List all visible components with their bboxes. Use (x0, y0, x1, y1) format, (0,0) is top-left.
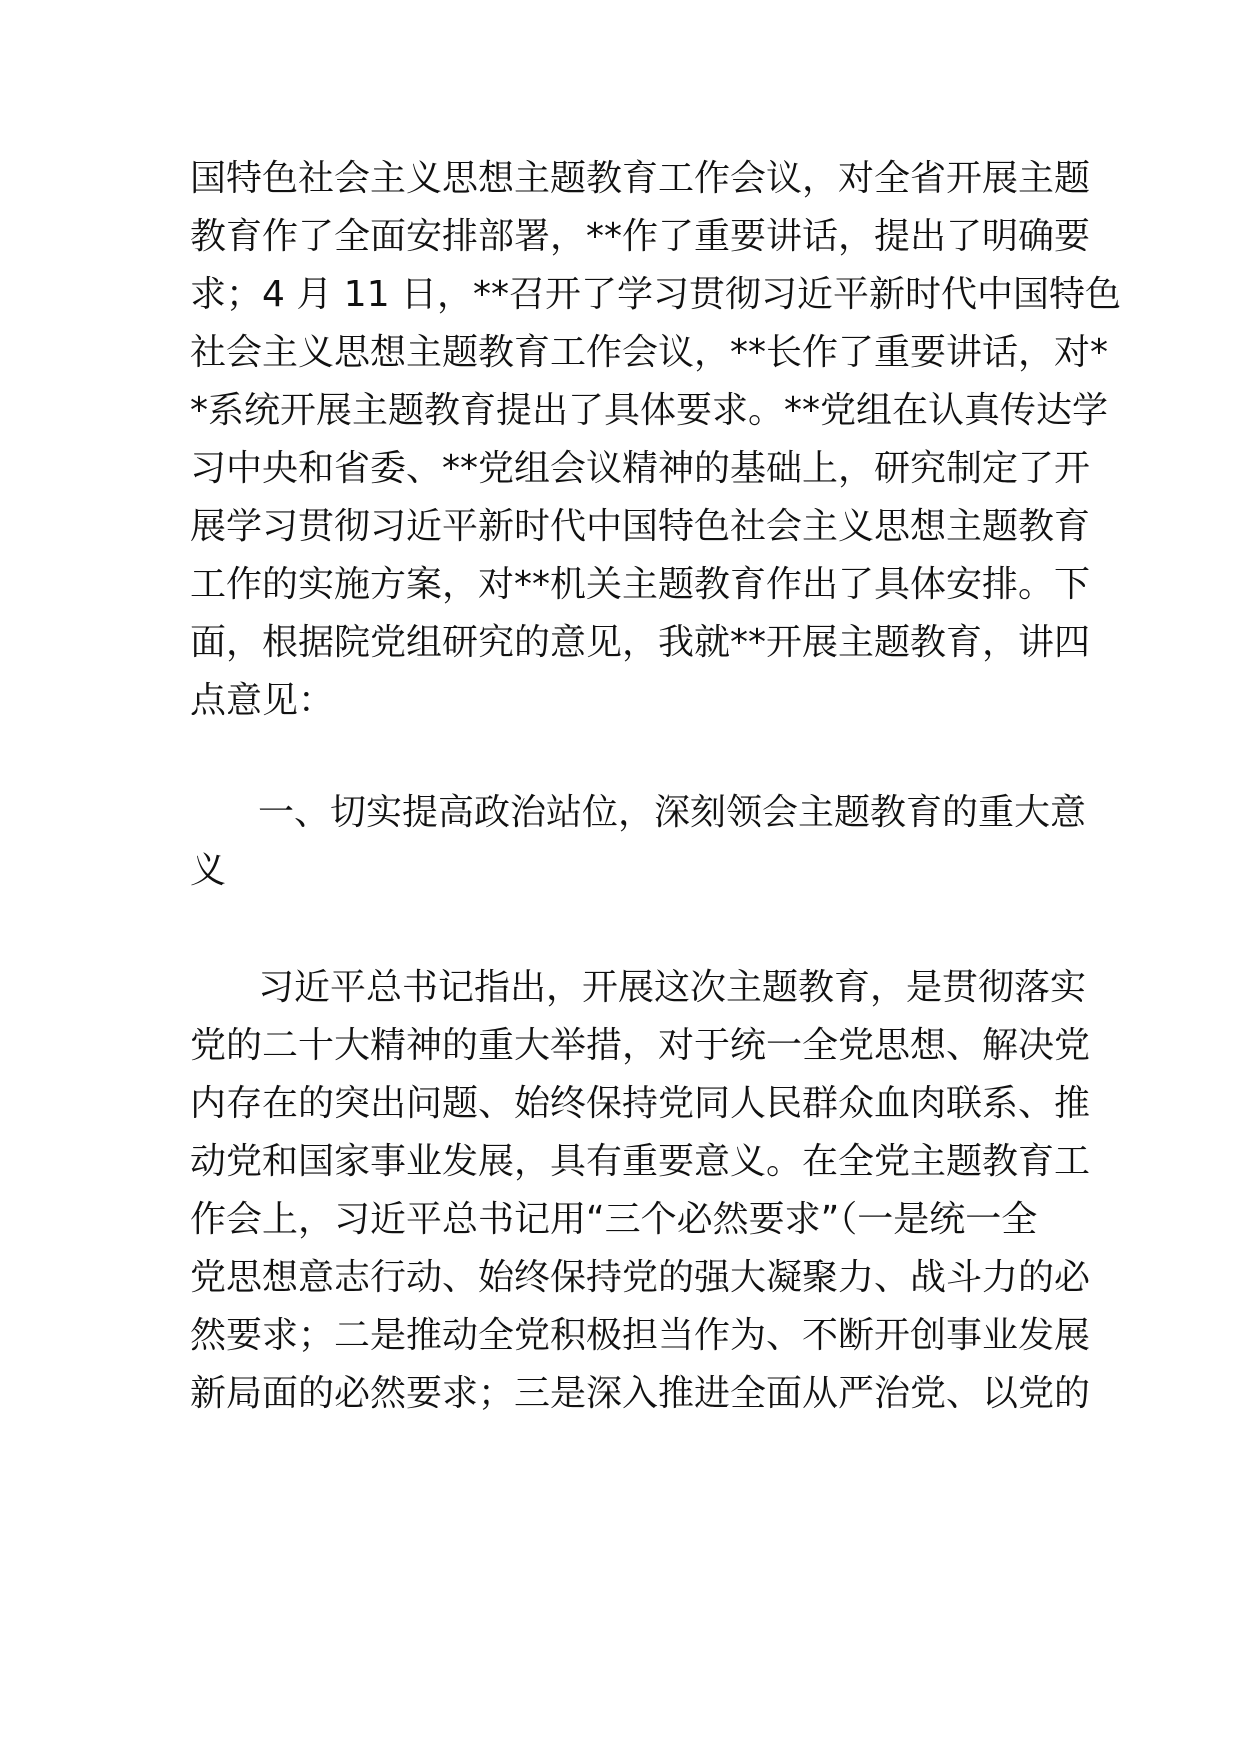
paragraph-1-line-6: 习中央和省委、**党组会议精神的基础上，研究制定了开 (190, 448, 1091, 489)
paragraph-1-line-8: 工作的实施方案，对**机关主题教育作出了具体安排。下 (190, 564, 1091, 605)
paragraph-1-line-3: 求；4 月 11 日，**召开了学习贯彻习近平新时代中国特色 (190, 274, 1122, 315)
paragraph-1-line-1: 国特色社会主义思想主题教育工作会议，对全省开展主题 (190, 158, 1091, 199)
paragraph-2-line-4: 动党和国家事业发展，具有重要意义。在全党主题教育工 (190, 1141, 1091, 1182)
paragraph-1-line-2: 教育作了全面安排部署，**作了重要讲话，提出了明确要 (190, 216, 1091, 257)
section-heading-1-line-2: 义 (190, 850, 227, 891)
paragraph-1-line-10: 点意见： (190, 680, 335, 721)
paragraph-2-line-5: 作会上，习近平总书记用“三个必然要求”（一是统一全 (190, 1199, 1038, 1240)
paragraph-2-line-2: 党的二十大精神的重大举措，对于统一全党思想、解决党 (190, 1025, 1091, 1066)
paragraph-2-line-3: 内存在的突出问题、始终保持党同人民群众血肉联系、推 (190, 1083, 1091, 1124)
paragraph-1-line-5: *系统开展主题教育提出了具体要求。**党组在认真传达学 (190, 390, 1109, 431)
paragraph-2-line-7: 然要求；二是推动全党积极担当作为、不断开创事业发展 (190, 1315, 1091, 1356)
paragraph-1-line-7: 展学习贯彻习近平新时代中国特色社会主义思想主题教育 (190, 506, 1091, 547)
paragraph-1-line-4: 社会主义思想主题教育工作会议，**长作了重要讲话，对* (190, 332, 1109, 373)
section-heading-1-line-1: 一、切实提高政治站位，深刻领会主题教育的重大意 (258, 792, 1087, 833)
paragraph-1-line-9: 面，根据院党组研究的意见，我就**开展主题教育，讲四 (190, 622, 1091, 663)
paragraph-2-line-6: 党思想意志行动、始终保持党的强大凝聚力、战斗力的必 (190, 1257, 1091, 1298)
paragraph-2-line-1: 习近平总书记指出，开展这次主题教育，是贯彻落实 (258, 967, 1087, 1008)
paragraph-2-line-8: 新局面的必然要求；三是深入推进全面从严治党、以党的 (190, 1373, 1091, 1414)
